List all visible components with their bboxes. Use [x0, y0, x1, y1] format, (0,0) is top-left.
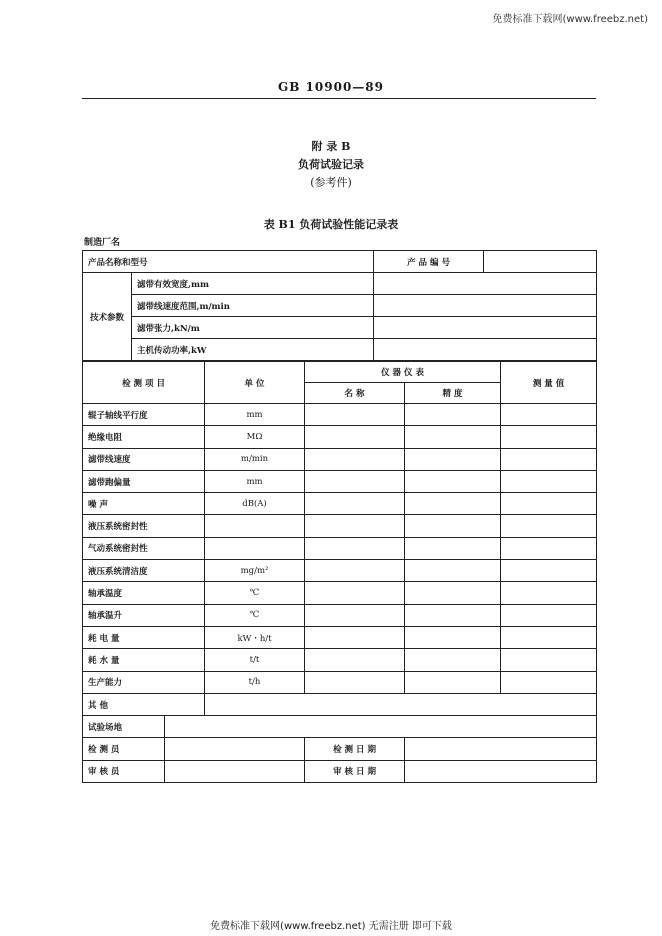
- param-row: [83, 295, 597, 317]
- instrument-name-cell[interactable]: [305, 626, 405, 648]
- test-item-label: 耗 电 量: [83, 626, 205, 648]
- test-date-value[interactable]: [405, 738, 597, 760]
- table-row: [83, 426, 597, 448]
- test-header-row: [83, 362, 597, 383]
- instrument-precision-cell[interactable]: [405, 404, 501, 426]
- inspector-row: [83, 738, 597, 760]
- other-value[interactable]: [205, 693, 597, 715]
- instrument-name-cell[interactable]: [305, 537, 405, 559]
- test-unit: [205, 515, 305, 537]
- test-item-label: 轴承温度: [83, 582, 205, 604]
- param-row: [83, 317, 597, 339]
- measured-value-cell[interactable]: [501, 671, 597, 693]
- table-row: [83, 404, 597, 426]
- param-value[interactable]: [374, 273, 597, 295]
- test-unit: kW・h/t: [205, 626, 305, 648]
- product-label: 产品名称和型号: [83, 251, 374, 273]
- inspector-value[interactable]: [165, 738, 305, 760]
- instrument-precision-cell[interactable]: [405, 426, 501, 448]
- test-unit: [205, 537, 305, 559]
- test-item-label: 噪 声: [83, 493, 205, 515]
- param-value[interactable]: [374, 339, 597, 361]
- instrument-precision-cell[interactable]: [405, 470, 501, 492]
- product-row: [83, 251, 597, 273]
- appendix-note: (参考件): [310, 176, 352, 189]
- footer: 免费标准下载网(www.freebz.net) 无需注册 即可下载: [210, 921, 452, 932]
- col-name: 名 称: [305, 383, 405, 404]
- serial-value[interactable]: [484, 251, 597, 273]
- instrument-name-cell[interactable]: [305, 404, 405, 426]
- param-row: [83, 273, 597, 295]
- review-date-label: 审 核 日 期: [305, 760, 405, 782]
- header-rule: [82, 98, 596, 99]
- appendix-title: 负荷试验记录: [298, 158, 364, 171]
- reviewer-label: 审 核 员: [83, 760, 165, 782]
- instrument-name-cell[interactable]: [305, 604, 405, 626]
- table-row: [83, 537, 597, 559]
- header-table: [82, 250, 597, 361]
- test-unit: t/h: [205, 671, 305, 693]
- param-label: 滤带有效宽度,mm: [132, 273, 374, 295]
- instrument-name-cell[interactable]: [305, 649, 405, 671]
- instrument-name-cell[interactable]: [305, 448, 405, 470]
- instrument-precision-cell[interactable]: [405, 582, 501, 604]
- table-row: [83, 493, 597, 515]
- table-row: [83, 448, 597, 470]
- instrument-name-cell[interactable]: [305, 582, 405, 604]
- measured-value-cell[interactable]: [501, 470, 597, 492]
- test-item-label: 滤带跑偏量: [83, 470, 205, 492]
- serial-label: 产 品 编 号: [374, 251, 484, 273]
- watermark-top: 免费标准下载网(www.freebz.net): [492, 14, 648, 25]
- table-row: [83, 582, 597, 604]
- reviewer-row: [83, 760, 597, 782]
- param-row: [83, 339, 597, 361]
- instrument-precision-cell[interactable]: [405, 626, 501, 648]
- instrument-name-cell[interactable]: [305, 493, 405, 515]
- instrument-precision-cell[interactable]: [405, 448, 501, 470]
- instrument-precision-cell[interactable]: [405, 649, 501, 671]
- test-unit: t/t: [205, 649, 305, 671]
- table-row: [83, 626, 597, 648]
- instrument-name-cell[interactable]: [305, 470, 405, 492]
- col-measured: 测 量 值: [501, 362, 597, 404]
- measured-value-cell[interactable]: [501, 404, 597, 426]
- test-unit: MΩ: [205, 426, 305, 448]
- param-value[interactable]: [374, 317, 597, 339]
- test-unit: ℃: [205, 582, 305, 604]
- test-date-label: 检 测 日 期: [305, 738, 405, 760]
- site-row: [83, 716, 597, 738]
- site-label: 试验场地: [83, 716, 165, 738]
- test-item-label: 绝缘电阻: [83, 426, 205, 448]
- measured-value-cell[interactable]: [501, 604, 597, 626]
- other-label: 其 他: [83, 693, 205, 715]
- other-row: [83, 693, 597, 715]
- table-row: [83, 604, 597, 626]
- table-row: [83, 560, 597, 582]
- test-item-label: 生产能力: [83, 671, 205, 693]
- review-date-value[interactable]: [405, 760, 597, 782]
- instrument-precision-cell[interactable]: [405, 537, 501, 559]
- measured-value-cell[interactable]: [501, 649, 597, 671]
- measured-value-cell[interactable]: [501, 582, 597, 604]
- test-unit: mm: [205, 470, 305, 492]
- measured-value-cell[interactable]: [501, 448, 597, 470]
- test-table: [82, 361, 597, 783]
- param-value[interactable]: [374, 295, 597, 317]
- test-item-label: 气动系统密封性: [83, 537, 205, 559]
- instrument-name-cell[interactable]: [305, 671, 405, 693]
- instrument-name-cell[interactable]: [305, 426, 405, 448]
- inspector-label: 检 测 员: [83, 738, 165, 760]
- reviewer-value[interactable]: [165, 760, 305, 782]
- test-unit: ℃: [205, 604, 305, 626]
- measured-value-cell[interactable]: [501, 515, 597, 537]
- test-item-label: 滤带线速度: [83, 448, 205, 470]
- param-label: 滤带张力,kN/m: [132, 317, 374, 339]
- instrument-precision-cell[interactable]: [405, 493, 501, 515]
- appendix-label: 附 录 B: [311, 140, 351, 153]
- standard-code: GB 10900—89: [277, 80, 384, 94]
- maker-label: 制造厂名: [84, 238, 121, 248]
- table-row: [83, 649, 597, 671]
- table-row: [83, 515, 597, 537]
- instrument-name-cell[interactable]: [305, 515, 405, 537]
- measured-value-cell[interactable]: [501, 537, 597, 559]
- instrument-precision-cell[interactable]: [405, 515, 501, 537]
- test-item-label: 轴承温升: [83, 604, 205, 626]
- site-value[interactable]: [165, 716, 597, 738]
- param-label: 主机传动功率,kW: [132, 339, 374, 361]
- test-unit: mg/m²: [205, 560, 305, 582]
- test-unit: mm: [205, 404, 305, 426]
- tech-label: 技术参数: [83, 273, 132, 361]
- instrument-precision-cell[interactable]: [405, 671, 501, 693]
- test-item-label: 耗 水 量: [83, 649, 205, 671]
- measured-value-cell[interactable]: [501, 560, 597, 582]
- col-precision: 精 度: [405, 383, 501, 404]
- param-label: 滤带线速度范围,m/min: [132, 295, 374, 317]
- measured-value-cell[interactable]: [501, 626, 597, 648]
- table-row: [83, 671, 597, 693]
- test-unit: dB(A): [205, 493, 305, 515]
- table-title: 表 B1 负荷试验性能记录表: [263, 218, 399, 231]
- measured-value-cell[interactable]: [501, 493, 597, 515]
- test-unit: m/min: [205, 448, 305, 470]
- table-row: [83, 470, 597, 492]
- measured-value-cell[interactable]: [501, 426, 597, 448]
- col-item: 检 测 项 目: [83, 362, 205, 404]
- instrument-precision-cell[interactable]: [405, 604, 501, 626]
- col-instrument: 仪 器 仪 表: [305, 362, 501, 383]
- test-item-label: 辊子轴线平行度: [83, 404, 205, 426]
- col-unit: 单 位: [205, 362, 305, 404]
- instrument-name-cell[interactable]: [305, 560, 405, 582]
- test-item-label: 液压系统密封性: [83, 515, 205, 537]
- test-item-label: 液压系统清洁度: [83, 560, 205, 582]
- instrument-precision-cell[interactable]: [405, 560, 501, 582]
